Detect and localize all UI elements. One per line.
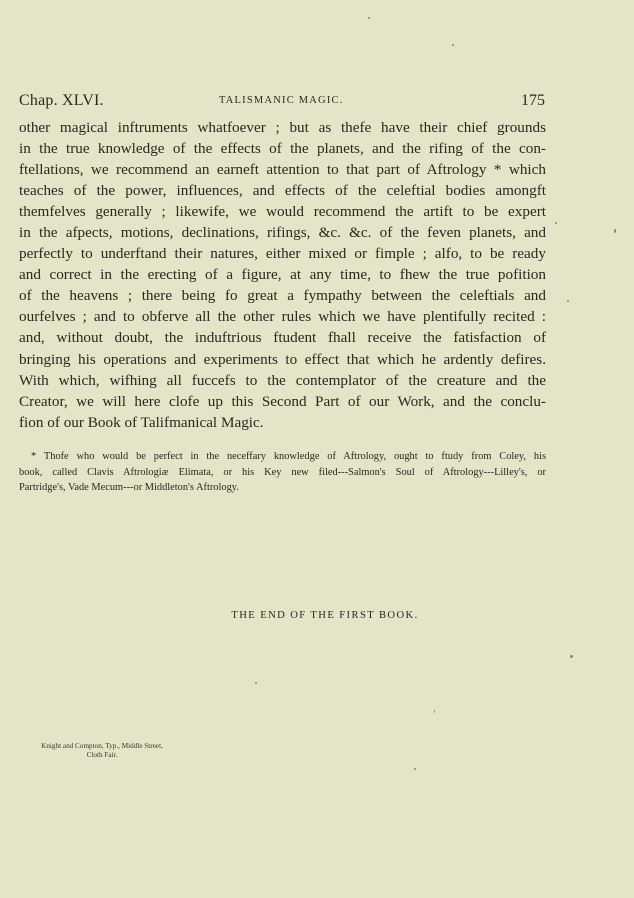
paper-speck bbox=[614, 229, 616, 233]
running-head-title: TALISMANIC MAGIC. bbox=[219, 95, 344, 106]
body-line: bringing his operations and experiments to effect that which he ardently defires. bbox=[19, 350, 546, 368]
body-line: ftellations, we recommend an earneft attention to that part of Aftrology * which bbox=[19, 161, 546, 179]
body-line: ourfelves ; and to obferve all the other rules which we have plentifully recited : bbox=[19, 308, 546, 326]
paper-speck bbox=[414, 768, 416, 770]
body-line: in the afpects, motions, declinations, rifings, &c. &c. of the feven planets, and bbox=[19, 224, 546, 242]
body-line: With which, wifhing all fuccefs to the contemplator of the creature and the bbox=[19, 371, 546, 389]
body-line: perfectly to underftand their natures, either mixed or fimple ; alfo, to be ready bbox=[19, 245, 546, 263]
footnote bbox=[19, 449, 546, 496]
body-line: Creator, we will here clofe up this Second Part of our Work, and the conclu- bbox=[19, 392, 546, 410]
printer-line: Knight and Compton, Typ., Middle Street, bbox=[41, 742, 163, 750]
footnote-line: book, called Clavis Aftrologiæ Elimata, or his Key new filed---Salmon's Soul of Aftrology---Lilley's, or bbox=[19, 466, 546, 478]
running-head bbox=[19, 92, 545, 114]
body-line: other magical inftruments whatfoever ; but as thefe have their chief grounds bbox=[19, 119, 546, 136]
paper-speck bbox=[570, 655, 573, 658]
paper-speck bbox=[567, 300, 569, 302]
body-line: and, without doubt, the induftrious ftudent fhall receive the fatisfaction of bbox=[19, 329, 546, 347]
body-line: themfelves generally ; likewife, we would recommend the artift to be expert bbox=[19, 203, 546, 221]
body-line: in the true knowledge of the effects of the planets, and the rifing of the con- bbox=[19, 140, 546, 158]
paper-speck bbox=[368, 17, 370, 19]
paper-speck bbox=[255, 682, 257, 684]
end-of-book-heading: THE END OF THE FIRST BOOK. bbox=[231, 610, 419, 621]
footnote-line: * Thofe who would be perfect in the neceffary knowledge of Aftrology, ought to ftudy from Coley, his bbox=[31, 451, 546, 462]
body-line: teaches of the power, influences, and effects of the celeftial bodies amongft bbox=[19, 182, 546, 200]
body-line: fion of our Book of Talifmanical Magic. bbox=[19, 413, 264, 431]
printer-line: Cloth Fair. bbox=[86, 750, 118, 759]
chapter-label: Chap. XLVI. bbox=[19, 92, 104, 109]
body-line: of the heavens ; there being fo great a fympathy between the celeftials and bbox=[19, 287, 546, 305]
body-line: and correct in the erecting of a figure, at any time, to fhew the true pofition bbox=[19, 266, 546, 284]
paper-speck bbox=[434, 710, 435, 713]
page-number: 175 bbox=[521, 92, 545, 109]
paper-speck bbox=[452, 44, 454, 46]
body-paragraph bbox=[19, 117, 546, 433]
paper-speck bbox=[555, 222, 557, 224]
footnote-line: Partridge's, Vade Mecum---or Middleton's Aftrology. bbox=[19, 482, 239, 493]
printer-imprint bbox=[32, 742, 172, 760]
